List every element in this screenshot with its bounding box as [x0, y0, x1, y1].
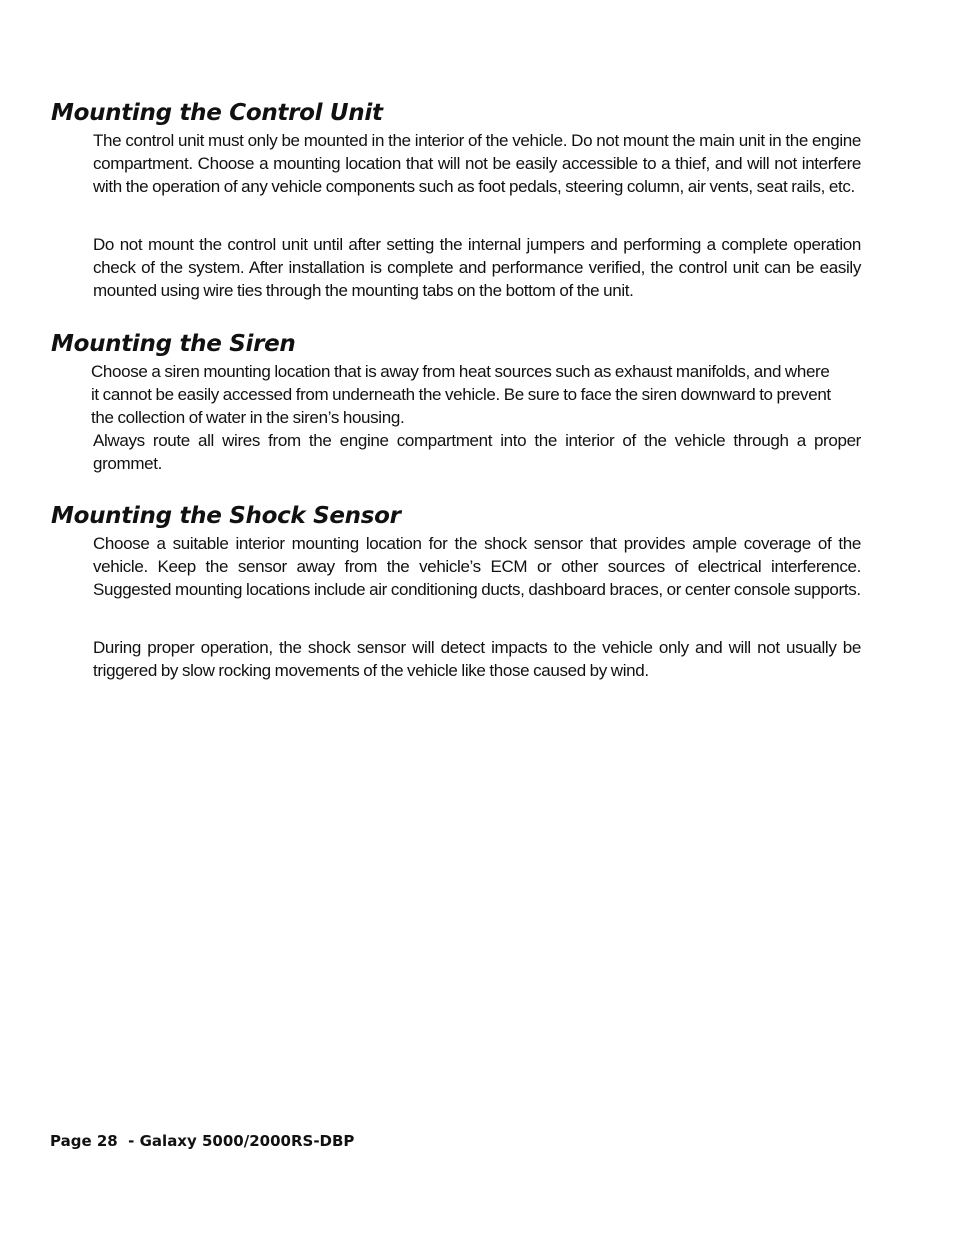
control-unit-paragraph-1: The control unit must only be mounted in the interior of the vehicle. Do not mount the main unit in the engine compartment. Choose a mounting location that will not be easily accessible to a thief, and will not interfere with the operation of any vehicle components such as foot pedals, steering column, air vents, seat rails, etc.	[93, 131, 861, 196]
section-heading-siren: Mounting the Siren	[51, 331, 296, 357]
siren-paragraph-1: Choose a siren mounting location that is away from heat sources such as exhaust manifolds, and where it cannot be easily accessed from underneath the vehicle. Be sure to face the siren downward to prevent the collection of water in the siren’s housing.	[91, 362, 831, 427]
control-unit-paragraph-2: Do not mount the control unit until after setting the internal jumpers and performing a complete operation check of the system. After installation is complete and performance verified, the control unit can be easily mounted using wire ties through the mounting tabs on the bottom of the unit.	[93, 235, 861, 300]
page-footer: Page 28 - Galaxy 5000/2000RS-DBP	[50, 1132, 355, 1150]
section-heading-shock-sensor: Mounting the Shock Sensor	[51, 503, 401, 529]
shock-sensor-paragraph-1: Choose a suitable interior mounting location for the shock sensor that provides ample coverage of the vehicle. Keep the sensor away from the vehicle’s ECM or other sources of electrical interference. Suggested mounting locations include air conditioning ducts, dashboard braces, or center console supports.	[93, 534, 861, 599]
section-heading-control-unit: Mounting the Control Unit	[51, 100, 383, 126]
siren-paragraph-2: Always route all wires from the engine compartment into the interior of the vehicle through a proper grommet.	[93, 431, 861, 473]
shock-sensor-paragraph-2: During proper operation, the shock sensor will detect impacts to the vehicle only and will not usually be triggered by slow rocking movements of the vehicle like those caused by wind.	[93, 638, 861, 680]
